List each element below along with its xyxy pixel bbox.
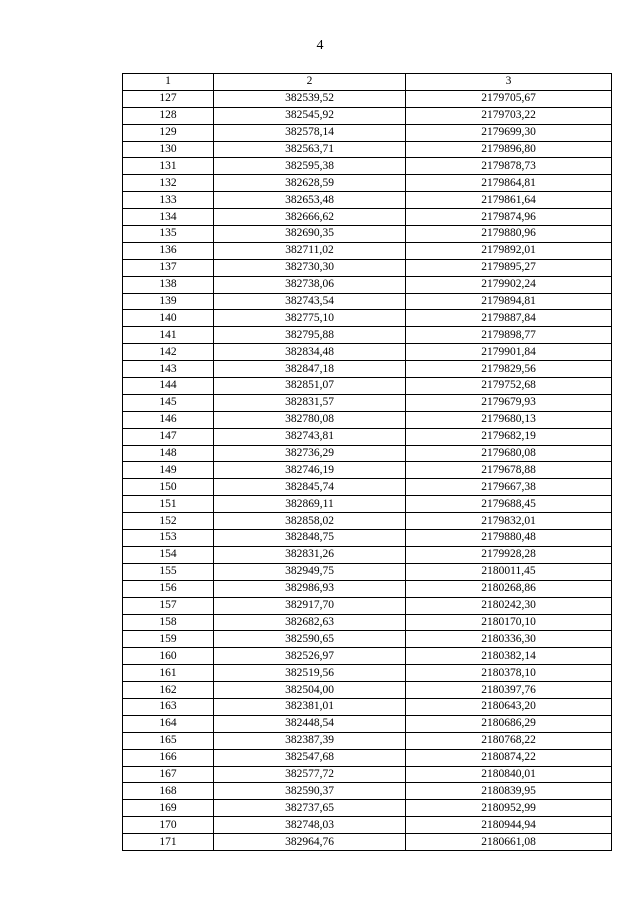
point-number-cell: 131 <box>123 158 214 175</box>
point-number-cell: 127 <box>123 90 214 107</box>
table-row <box>123 209 612 226</box>
y-coordinate-cell: 2179829,56 <box>406 361 612 378</box>
x-coordinate-cell: 382845,74 <box>214 479 406 496</box>
point-number-cell: 132 <box>123 175 214 192</box>
table-body <box>123 90 612 850</box>
point-number-cell: 170 <box>123 817 214 834</box>
y-coordinate-cell: 2180686,29 <box>406 715 612 732</box>
table-row <box>123 800 612 817</box>
point-number-cell: 143 <box>123 361 214 378</box>
table-row <box>123 530 612 547</box>
table-row <box>123 192 612 209</box>
x-coordinate-cell: 382738,06 <box>214 276 406 293</box>
table-row <box>123 124 612 141</box>
y-coordinate-cell: 2179880,48 <box>406 530 612 547</box>
point-number-cell: 144 <box>123 378 214 395</box>
table-row <box>123 107 612 124</box>
point-number-cell: 128 <box>123 107 214 124</box>
y-coordinate-cell: 2179688,45 <box>406 496 612 513</box>
point-number-cell: 146 <box>123 411 214 428</box>
x-coordinate-cell: 382519,56 <box>214 665 406 682</box>
y-coordinate-cell: 2180661,08 <box>406 834 612 851</box>
table-row <box>123 445 612 462</box>
y-coordinate-cell: 2180874,22 <box>406 749 612 766</box>
x-coordinate-cell: 382590,37 <box>214 783 406 800</box>
x-coordinate-cell: 382526,97 <box>214 648 406 665</box>
x-coordinate-cell: 382743,54 <box>214 293 406 310</box>
x-coordinate-cell: 382578,14 <box>214 124 406 141</box>
y-coordinate-cell: 2180839,95 <box>406 783 612 800</box>
x-coordinate-cell: 382848,75 <box>214 530 406 547</box>
x-coordinate-cell: 382780,08 <box>214 411 406 428</box>
table-row <box>123 90 612 107</box>
x-coordinate-cell: 382539,52 <box>214 90 406 107</box>
point-number-cell: 171 <box>123 834 214 851</box>
table-row <box>123 327 612 344</box>
y-coordinate-cell: 2179880,96 <box>406 226 612 243</box>
y-coordinate-cell: 2180952,99 <box>406 800 612 817</box>
point-number-cell: 135 <box>123 226 214 243</box>
y-coordinate-cell: 2179679,93 <box>406 394 612 411</box>
table-row <box>123 496 612 513</box>
x-coordinate-cell: 382986,93 <box>214 580 406 597</box>
table-row <box>123 682 612 699</box>
point-number-cell: 164 <box>123 715 214 732</box>
x-coordinate-cell: 382563,71 <box>214 141 406 158</box>
x-coordinate-cell: 382831,26 <box>214 546 406 563</box>
y-coordinate-cell: 2179878,73 <box>406 158 612 175</box>
table-row <box>123 411 612 428</box>
table-row <box>123 462 612 479</box>
point-number-cell: 149 <box>123 462 214 479</box>
x-coordinate-cell: 382666,62 <box>214 209 406 226</box>
x-coordinate-cell: 382795,88 <box>214 327 406 344</box>
x-coordinate-cell: 382869,11 <box>214 496 406 513</box>
x-coordinate-cell: 382858,02 <box>214 513 406 530</box>
point-number-cell: 138 <box>123 276 214 293</box>
point-number-cell: 133 <box>123 192 214 209</box>
x-coordinate-cell: 382949,75 <box>214 563 406 580</box>
x-coordinate-cell: 382746,19 <box>214 462 406 479</box>
point-number-cell: 136 <box>123 242 214 259</box>
point-number-cell: 148 <box>123 445 214 462</box>
point-number-cell: 129 <box>123 124 214 141</box>
y-coordinate-cell: 2179902,24 <box>406 276 612 293</box>
table-row <box>123 834 612 851</box>
y-coordinate-cell: 2180336,30 <box>406 631 612 648</box>
table-row <box>123 597 612 614</box>
coordinates-table <box>122 73 612 851</box>
y-coordinate-cell: 2179680,08 <box>406 445 612 462</box>
y-coordinate-cell: 2179861,64 <box>406 192 612 209</box>
y-coordinate-cell: 2180011,45 <box>406 563 612 580</box>
table-row <box>123 293 612 310</box>
x-coordinate-cell: 382847,18 <box>214 361 406 378</box>
point-number-cell: 139 <box>123 293 214 310</box>
table-row <box>123 614 612 631</box>
point-number-cell: 158 <box>123 614 214 631</box>
point-number-cell: 145 <box>123 394 214 411</box>
table-row <box>123 563 612 580</box>
point-number-cell: 167 <box>123 766 214 783</box>
x-coordinate-cell: 382628,59 <box>214 175 406 192</box>
table-row <box>123 783 612 800</box>
table-row <box>123 259 612 276</box>
header-cell-2: 2 <box>214 74 406 91</box>
table-row <box>123 276 612 293</box>
point-number-cell: 160 <box>123 648 214 665</box>
y-coordinate-cell: 2179667,38 <box>406 479 612 496</box>
x-coordinate-cell: 382653,48 <box>214 192 406 209</box>
x-coordinate-cell: 382917,70 <box>214 597 406 614</box>
table-row <box>123 141 612 158</box>
y-coordinate-cell: 2179680,13 <box>406 411 612 428</box>
point-number-cell: 156 <box>123 580 214 597</box>
point-number-cell: 150 <box>123 479 214 496</box>
point-number-cell: 147 <box>123 428 214 445</box>
x-coordinate-cell: 382743,81 <box>214 428 406 445</box>
x-coordinate-cell: 382775,10 <box>214 310 406 327</box>
y-coordinate-cell: 2179892,01 <box>406 242 612 259</box>
table-row <box>123 631 612 648</box>
table-row <box>123 648 612 665</box>
point-number-cell: 130 <box>123 141 214 158</box>
y-coordinate-cell: 2179678,88 <box>406 462 612 479</box>
y-coordinate-cell: 2180242,30 <box>406 597 612 614</box>
x-coordinate-cell: 382964,76 <box>214 834 406 851</box>
header-cell-1: 1 <box>123 74 214 91</box>
point-number-cell: 141 <box>123 327 214 344</box>
point-number-cell: 140 <box>123 310 214 327</box>
x-coordinate-cell: 382504,00 <box>214 682 406 699</box>
point-number-cell: 162 <box>123 682 214 699</box>
table-row <box>123 546 612 563</box>
point-number-cell: 142 <box>123 344 214 361</box>
table-row <box>123 242 612 259</box>
table-row <box>123 749 612 766</box>
x-coordinate-cell: 382831,57 <box>214 394 406 411</box>
point-number-cell: 134 <box>123 209 214 226</box>
table-row <box>123 580 612 597</box>
point-number-cell: 137 <box>123 259 214 276</box>
y-coordinate-cell: 2179898,77 <box>406 327 612 344</box>
table-row <box>123 715 612 732</box>
y-coordinate-cell: 2179864,81 <box>406 175 612 192</box>
point-number-cell: 159 <box>123 631 214 648</box>
table-row <box>123 158 612 175</box>
x-coordinate-cell: 382682,63 <box>214 614 406 631</box>
point-number-cell: 169 <box>123 800 214 817</box>
table-row <box>123 665 612 682</box>
y-coordinate-cell: 2180643,20 <box>406 698 612 715</box>
y-coordinate-cell: 2180397,76 <box>406 682 612 699</box>
x-coordinate-cell: 382748,03 <box>214 817 406 834</box>
table-row <box>123 428 612 445</box>
point-number-cell: 165 <box>123 732 214 749</box>
table-row <box>123 394 612 411</box>
header-cell-3: 3 <box>406 74 612 91</box>
y-coordinate-cell: 2179752,68 <box>406 378 612 395</box>
x-coordinate-cell: 382387,39 <box>214 732 406 749</box>
y-coordinate-cell: 2180378,10 <box>406 665 612 682</box>
x-coordinate-cell: 382711,02 <box>214 242 406 259</box>
point-number-cell: 153 <box>123 530 214 547</box>
y-coordinate-cell: 2179887,84 <box>406 310 612 327</box>
x-coordinate-cell: 382851,07 <box>214 378 406 395</box>
table-row <box>123 698 612 715</box>
table-row <box>123 817 612 834</box>
point-number-cell: 163 <box>123 698 214 715</box>
table-row <box>123 732 612 749</box>
y-coordinate-cell: 2179703,22 <box>406 107 612 124</box>
y-coordinate-cell: 2180382,14 <box>406 648 612 665</box>
x-coordinate-cell: 382834,48 <box>214 344 406 361</box>
point-number-cell: 154 <box>123 546 214 563</box>
y-coordinate-cell: 2179832,01 <box>406 513 612 530</box>
x-coordinate-cell: 382448,54 <box>214 715 406 732</box>
x-coordinate-cell: 382690,35 <box>214 226 406 243</box>
x-coordinate-cell: 382381,01 <box>214 698 406 715</box>
table-row <box>123 344 612 361</box>
y-coordinate-cell: 2179705,67 <box>406 90 612 107</box>
y-coordinate-cell: 2180840,01 <box>406 766 612 783</box>
x-coordinate-cell: 382737,65 <box>214 800 406 817</box>
table-row <box>123 361 612 378</box>
x-coordinate-cell: 382730,30 <box>214 259 406 276</box>
point-number-cell: 168 <box>123 783 214 800</box>
x-coordinate-cell: 382577,72 <box>214 766 406 783</box>
x-coordinate-cell: 382595,38 <box>214 158 406 175</box>
x-coordinate-cell: 382590,65 <box>214 631 406 648</box>
y-coordinate-cell: 2179699,30 <box>406 124 612 141</box>
point-number-cell: 161 <box>123 665 214 682</box>
y-coordinate-cell: 2179682,19 <box>406 428 612 445</box>
y-coordinate-cell: 2180944,94 <box>406 817 612 834</box>
y-coordinate-cell: 2180768,22 <box>406 732 612 749</box>
y-coordinate-cell: 2180170,10 <box>406 614 612 631</box>
x-coordinate-cell: 382547,68 <box>214 749 406 766</box>
table-row <box>123 513 612 530</box>
y-coordinate-cell: 2179928,28 <box>406 546 612 563</box>
point-number-cell: 151 <box>123 496 214 513</box>
table-row <box>123 378 612 395</box>
table-row <box>123 479 612 496</box>
table-header-row <box>123 74 612 91</box>
table-row <box>123 175 612 192</box>
x-coordinate-cell: 382736,29 <box>214 445 406 462</box>
y-coordinate-cell: 2179901,84 <box>406 344 612 361</box>
point-number-cell: 166 <box>123 749 214 766</box>
y-coordinate-cell: 2179895,27 <box>406 259 612 276</box>
y-coordinate-cell: 2179896,80 <box>406 141 612 158</box>
y-coordinate-cell: 2180268,86 <box>406 580 612 597</box>
point-number-cell: 155 <box>123 563 214 580</box>
table-row <box>123 226 612 243</box>
y-coordinate-cell: 2179894,81 <box>406 293 612 310</box>
table-row <box>123 310 612 327</box>
page-number: 4 <box>316 38 324 53</box>
point-number-cell: 157 <box>123 597 214 614</box>
x-coordinate-cell: 382545,92 <box>214 107 406 124</box>
y-coordinate-cell: 2179874,96 <box>406 209 612 226</box>
table-row <box>123 766 612 783</box>
point-number-cell: 152 <box>123 513 214 530</box>
